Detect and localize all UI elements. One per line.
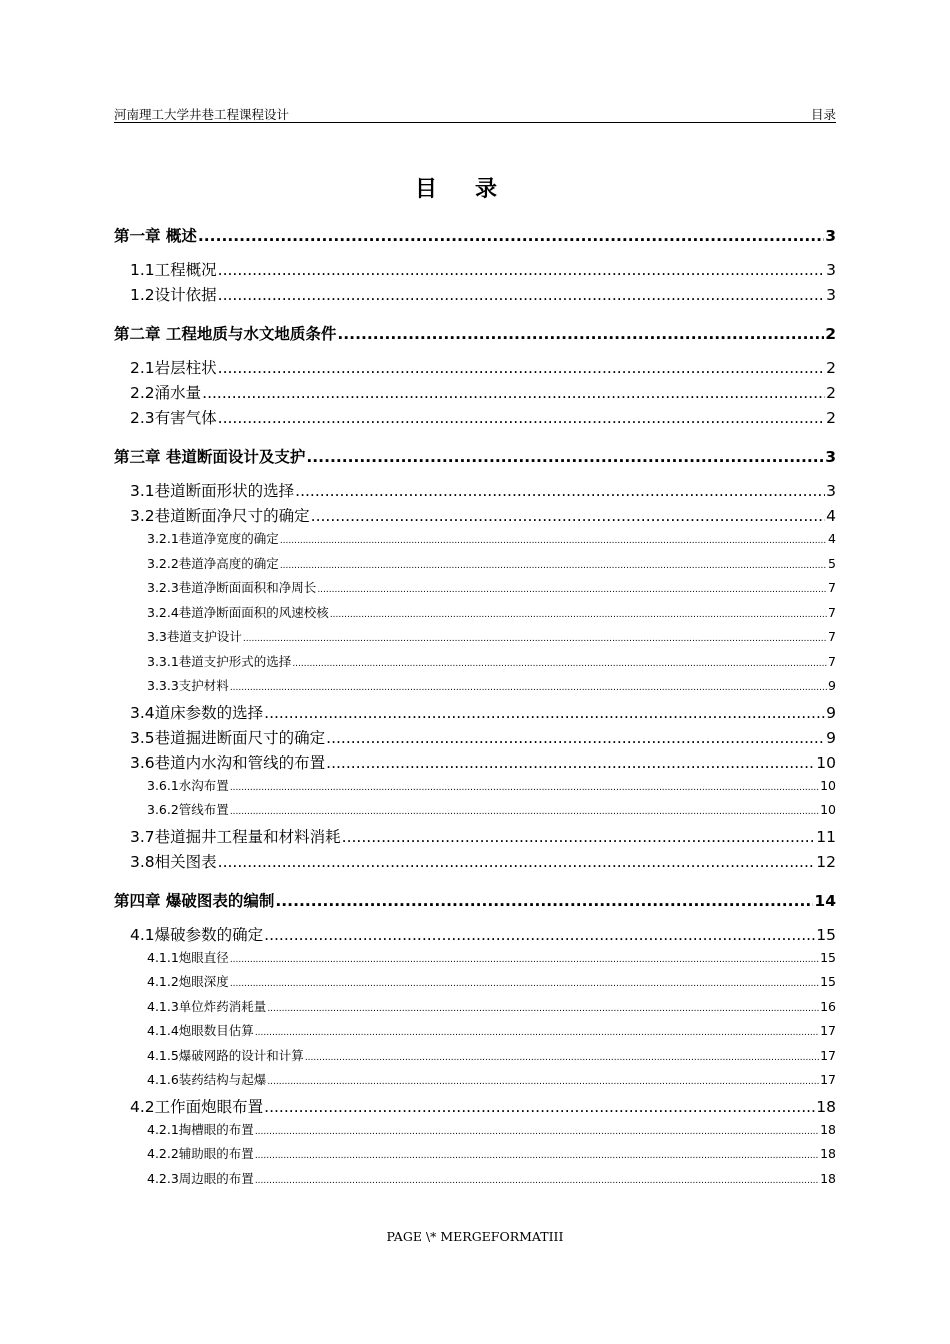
- toc-section-entry[interactable]: [114, 1120, 836, 1138]
- toc-dot-leader: [267, 1004, 819, 1014]
- toc-section-entry[interactable]: [114, 627, 836, 645]
- toc-entry-label: 3.2巷道断面净尺寸的确定: [130, 507, 310, 525]
- toc-dot-leader: [255, 1028, 819, 1038]
- toc-entry-label: 2.3有害气体: [130, 409, 217, 427]
- toc-page-number: 17: [820, 1023, 836, 1038]
- toc-page-number: 3: [826, 261, 836, 279]
- toc-section-entry[interactable]: [114, 652, 836, 670]
- toc-page-number: 3: [826, 286, 836, 304]
- toc-section-entry[interactable]: [114, 923, 836, 945]
- toc-section-entry[interactable]: [114, 258, 836, 280]
- toc-section-entry[interactable]: [114, 356, 836, 378]
- toc-dot-leader: [317, 585, 827, 595]
- toc-page-number: 12: [816, 852, 836, 871]
- toc-entry-label: 3.2.3巷道净断面面积和净周长: [147, 580, 317, 595]
- toc-dot-leader: [218, 409, 825, 427]
- toc-chapter-entry[interactable]: [114, 224, 836, 246]
- toc-page-number: 15: [820, 974, 836, 989]
- page-footer: PAGE \* MERGEFORMATIII: [386, 1229, 564, 1244]
- toc-dot-leader: [280, 561, 827, 571]
- toc-page-number: 17: [820, 1072, 836, 1087]
- toc-page-number: 14: [814, 891, 836, 910]
- toc-dot-leader: [230, 807, 819, 817]
- toc-page-number: 4: [828, 531, 836, 546]
- toc-section-entry[interactable]: [114, 1095, 836, 1117]
- toc-section-entry[interactable]: [114, 701, 836, 723]
- toc-entry-label: 4.2.2辅助眼的布置: [147, 1146, 254, 1161]
- toc-page-number: 18: [816, 1097, 836, 1116]
- toc-page-number: 7: [828, 629, 836, 644]
- toc-entry-label: 3.3.1巷道支护形式的选择: [147, 653, 292, 669]
- toc-section-entry[interactable]: [114, 997, 836, 1015]
- toc-page-number: 10: [820, 777, 836, 793]
- toc-dot-leader: [218, 261, 825, 279]
- toc-section-entry[interactable]: [114, 504, 836, 526]
- toc-entry-label: 2.2涌水量: [130, 384, 202, 402]
- toc-entry-label: 3.8相关图表: [130, 852, 217, 871]
- toc-section-entry[interactable]: [114, 603, 836, 621]
- toc-section-entry[interactable]: [114, 825, 836, 847]
- toc-section-entry[interactable]: [114, 776, 836, 794]
- toc-entry-label: 第二章 工程地质与水文地质条件: [114, 325, 337, 343]
- toc-section-entry[interactable]: [114, 1046, 836, 1064]
- toc-dot-leader: [264, 704, 825, 722]
- toc-entry-label: 第一章 概述: [114, 227, 197, 245]
- toc-page-number: 9: [826, 703, 836, 722]
- toc-entry-label: 1.1工程概况: [130, 261, 217, 279]
- toc-section-entry[interactable]: [114, 1169, 836, 1187]
- page-header: [114, 104, 836, 123]
- toc-dot-leader: [267, 1077, 819, 1087]
- toc-dot-leader: [218, 359, 825, 377]
- toc-entry-label: 4.1.2炮眼深度: [147, 974, 229, 989]
- toc-dot-leader: [264, 1098, 815, 1116]
- toc-dot-leader: [280, 536, 827, 546]
- toc-page-number: 11: [816, 827, 836, 846]
- toc-entry-label: 3.2.2巷道净高度的确定: [147, 555, 279, 571]
- toc-section-entry[interactable]: [114, 283, 836, 305]
- toc-section-entry[interactable]: [114, 479, 836, 501]
- toc-entry-label: 3.3巷道支护设计: [147, 629, 242, 644]
- toc-page-number: 2: [826, 409, 836, 427]
- toc-page-number: 7: [828, 580, 836, 595]
- toc-entry-label: 4.2.3周边眼的布置: [147, 1170, 254, 1186]
- toc-page-number: 18: [820, 1170, 836, 1186]
- toc-section-entry[interactable]: [114, 1021, 836, 1039]
- toc-entry-label: 1.2设计依据: [130, 286, 217, 304]
- toc-page-number: 5: [828, 555, 836, 571]
- toc-entry-label: 4.1.4炮眼数目估算: [147, 1023, 254, 1038]
- toc-section-entry[interactable]: [114, 800, 836, 818]
- toc-dot-leader: [218, 853, 816, 871]
- toc-entry-label: 3.7巷道掘井工程量和材料消耗: [130, 827, 341, 846]
- toc-page-number: 15: [816, 925, 836, 944]
- toc-page-number: 10: [816, 753, 836, 772]
- toc-page-number: 2: [825, 325, 836, 343]
- toc-page-number: 17: [820, 1047, 836, 1063]
- toc-entry-label: 3.2.4巷道净断面面积的风速校核: [147, 604, 329, 620]
- toc-page-number: 9: [828, 678, 836, 693]
- toc-section-entry[interactable]: [114, 850, 836, 872]
- toc-page-number: 4: [826, 507, 836, 525]
- toc-entry-label: 2.1岩层柱状: [130, 359, 217, 377]
- toc-dot-leader: [330, 610, 827, 620]
- toc-page-number: 7: [828, 653, 836, 669]
- toc-entry-label: 3.6.1水沟布置: [147, 777, 229, 793]
- toc-dot-leader: [230, 783, 819, 793]
- toc-dot-leader: [275, 892, 813, 910]
- toc-entry-label: 4.2.1掏槽眼的布置: [147, 1121, 254, 1137]
- toc-page-number: 18: [820, 1146, 836, 1161]
- toc-dot-leader: [230, 683, 827, 693]
- toc-dot-leader: [264, 926, 815, 944]
- header-right-text: 目录: [810, 107, 836, 122]
- toc-dot-leader: [198, 227, 824, 245]
- toc-entry-label: 3.1巷道断面形状的选择: [130, 482, 295, 500]
- toc-entry-label: 4.1.1炮眼直径: [147, 949, 229, 965]
- toc-section-entry[interactable]: [114, 529, 836, 547]
- toc-entry-label: 4.1.6装药结构与起爆: [147, 1072, 267, 1087]
- toc-dot-leader: [305, 1053, 819, 1063]
- toc-entry-label: 4.2工作面炮眼布置: [130, 1097, 264, 1116]
- toc-entry-label: 第三章 巷道断面设计及支护: [114, 448, 306, 466]
- toc-entry-label: 4.1.5爆破网路的设计和计算: [147, 1047, 304, 1063]
- toc-section-entry[interactable]: [114, 554, 836, 572]
- toc-page-number: 7: [828, 604, 836, 620]
- toc-title: 目录: [414, 177, 535, 202]
- toc-dot-leader: [326, 729, 825, 747]
- toc-dot-leader: [243, 634, 827, 644]
- toc-chapter-entry[interactable]: [114, 889, 836, 911]
- toc-page-number: 10: [820, 802, 836, 817]
- toc-section-entry[interactable]: [114, 972, 836, 990]
- toc-page-number: 3: [825, 448, 836, 466]
- toc-section-entry[interactable]: [114, 381, 836, 403]
- toc-dot-leader: [218, 286, 825, 304]
- toc-dot-leader: [255, 1176, 819, 1186]
- toc-entry-label: 3.3.3支护材料: [147, 678, 229, 693]
- toc-dot-leader: [202, 384, 825, 402]
- toc-dot-leader: [342, 828, 816, 846]
- toc-entry-label: 3.6巷道内水沟和管线的布置: [130, 753, 326, 772]
- toc-section-entry[interactable]: [114, 406, 836, 428]
- header-left-text: 河南理工大学井巷工程课程设计: [114, 107, 290, 122]
- toc-page-number: 3: [825, 227, 836, 245]
- toc-dot-leader: [292, 659, 827, 669]
- toc-chapter-entry[interactable]: [114, 322, 836, 344]
- toc-chapter-entry[interactable]: [114, 445, 836, 467]
- toc-dot-leader: [337, 325, 824, 343]
- toc-dot-leader: [306, 448, 824, 466]
- toc-page-number: 3: [826, 482, 836, 500]
- toc-section-entry[interactable]: [114, 726, 836, 748]
- toc-section-entry[interactable]: [114, 676, 836, 694]
- toc-entry-label: 3.5巷道掘进断面尺寸的确定: [130, 728, 326, 747]
- toc-entry-label: 4.1爆破参数的确定: [130, 925, 264, 944]
- toc-entry-label: 3.2.1巷道净宽度的确定: [147, 531, 279, 546]
- toc-dot-leader: [326, 754, 815, 772]
- toc-dot-leader: [255, 1151, 819, 1161]
- toc-section-entry[interactable]: [114, 948, 836, 966]
- toc-dot-leader: [230, 955, 819, 965]
- toc-dot-leader: [295, 482, 825, 500]
- toc-section-entry[interactable]: [114, 578, 836, 596]
- toc-dot-leader: [255, 1127, 819, 1137]
- toc-page-number: 2: [826, 359, 836, 377]
- toc-page-number: 16: [820, 998, 836, 1014]
- toc-page-number: 15: [820, 949, 836, 965]
- toc-entry-label: 第四章 爆破图表的编制: [114, 891, 275, 910]
- toc-entry-label: 3.4道床参数的选择: [130, 703, 264, 722]
- toc-entry-label: 4.1.3单位炸药消耗量: [147, 998, 267, 1014]
- toc-page-number: 2: [826, 384, 836, 402]
- toc-entry-label: 3.6.2管线布置: [147, 802, 229, 817]
- toc-dot-leader: [230, 979, 819, 989]
- toc-section-entry[interactable]: [114, 1070, 836, 1088]
- toc-section-entry[interactable]: [114, 1144, 836, 1162]
- toc-dot-leader: [311, 507, 825, 525]
- toc-page-number: 9: [826, 728, 836, 747]
- toc-page-number: 18: [820, 1121, 836, 1137]
- toc-section-entry[interactable]: [114, 751, 836, 773]
